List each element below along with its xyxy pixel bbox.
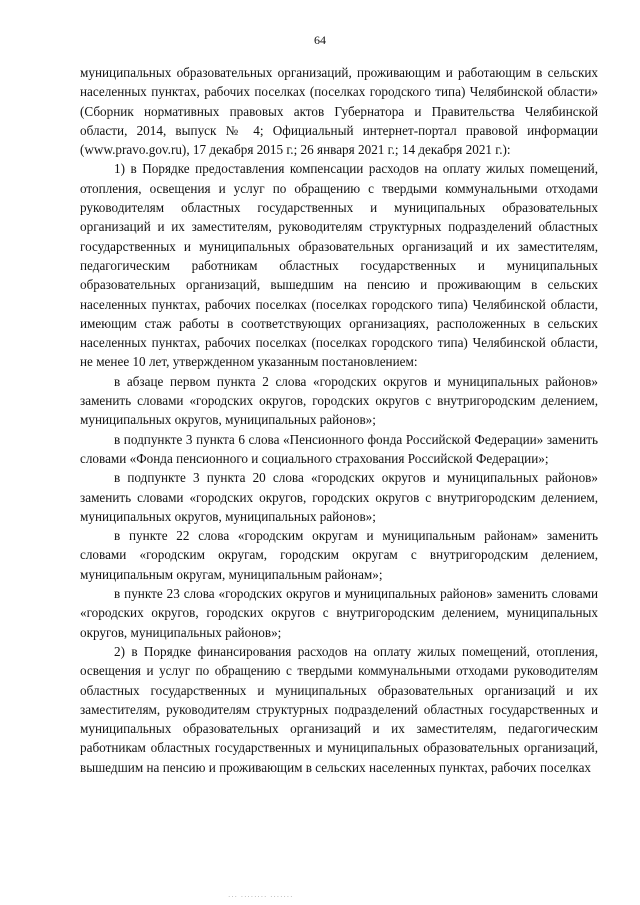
document-body bbox=[80, 63, 598, 777]
paragraph: 2) в Порядке финансирования расходов на оплату жилых помещений, отопления, освещения и услуг по обращению с твердыми коммунальными отходами руководителям областных государственных и муниципальных образовательных организаций и их заместителям, руководителям структурных подразделений областных государственных и муниципальных образовательных организаций и их заместителям, педагогическим работникам областных государственных и муниципальных образовательных организаций, вышедшим на пенсию и проживающим в сельских населенных пунктах, рабочих поселках bbox=[80, 643, 598, 775]
paragraph: в пункте 23 слова «городских округов и муниципальных районов» заменить словами «городских округов, городских округов с внутригородским делением, муниципальных округов, муниципальных районов»; bbox=[80, 586, 598, 640]
paragraph: муниципальных образовательных организаций, проживающим и работающим в сельских населенных пунктах, рабочих поселках (поселках городского типа) Челябинской области» (Сборник нормативных правовых актов Губернатора и Правительства Челябинской области, 2014, выпуск № 4; Официальный интернет-портал правовой информации (www.pravo.gov.ru), 17 декабря 2015 г.; 26 января 2021 г.; 14 декабря 2021 г.): bbox=[80, 65, 598, 158]
scan-artifact: ··· ········ ······· bbox=[228, 893, 294, 901]
paragraph: в пункте 22 слова «городским округам и муниципальным районам» заменить словами «городским округам, городским округам с внутригородским делением, муниципальным округам, муниципальным районам»; bbox=[80, 528, 598, 582]
paragraph: в подпункте 3 пункта 6 слова «Пенсионного фонда Российской Федерации» заменить словами «Фонда пенсионного и социального страхования Российской Федерации»; bbox=[80, 431, 598, 466]
paragraph: в абзаце первом пункта 2 слова «городских округов и муниципальных районов» заменить словами «городских округов, городских округов с внутригородским делением, муниципальных округов, муниципальных районов»; bbox=[80, 373, 598, 428]
paragraph: в подпункте 3 пункта 20 слова «городских округов и муниципальных районов» заменить словами «городских округов, городских округов с внутригородским делением, муниципальных округов, муниципальных районов»; bbox=[80, 470, 598, 524]
page-number: 64 bbox=[314, 33, 326, 47]
paragraph: 1) в Порядке предоставления компенсации расходов на оплату жилых помещений, отопления, освещения и услуг по обращению с твердыми коммунальными отходами руководителям областных государственных и муниципальных образовательных организаций и их заместителям, руководителям структурных подразделений областных государственных и муниципальных образовательных организаций и их заместителям, педагогическим работникам областных государственных и муниципальных образовательных организаций, вышедшим на пенсию и проживающим в сельских населенных пунктах, рабочих поселках (поселках городского типа) Челябинской области, имеющим стаж работы в соответствующих организациях, расположенных в сельских населенных пунктах, рабочих поселках (поселках городского типа) Челябинской области, не менее 10 лет, утвержденном указанным постановлением: bbox=[80, 161, 598, 370]
